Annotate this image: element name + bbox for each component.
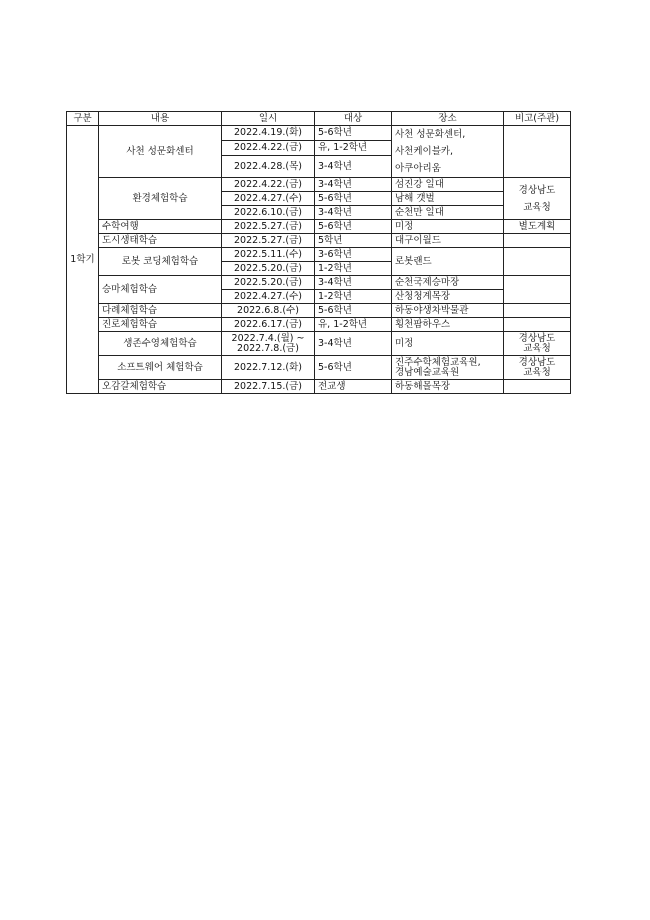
note-cell <box>504 248 571 276</box>
date-cell: 2022.5.20.(금) <box>222 262 315 276</box>
target-cell: 5-6학년 <box>315 356 392 380</box>
place-cell: 하동해몰목장 <box>392 380 504 394</box>
date-cell: 2022.4.27.(수) <box>222 290 315 304</box>
note-cell <box>504 126 571 178</box>
note-cell <box>504 304 571 318</box>
note-line: 교육청 <box>523 366 551 378</box>
content-cell: 다례체험학습 <box>99 304 222 318</box>
target-cell: 5-6학년 <box>315 126 392 141</box>
date-cell: 2022.5.27.(금) <box>222 234 315 248</box>
content-cell: 오감갈체험학습 <box>99 380 222 394</box>
place-cell: 대구이월드 <box>392 234 504 248</box>
date-cell: 2022.5.11.(수) <box>222 248 315 262</box>
header-cell: 구분 <box>67 112 99 126</box>
table-row <box>67 380 571 394</box>
target-cell: 3-4학년 <box>315 332 392 356</box>
target-cell: 3-4학년 <box>315 206 392 220</box>
header-cell: 장소 <box>392 112 504 126</box>
table-row <box>67 318 571 332</box>
date-cell: 2022.4.28.(목) <box>222 156 315 178</box>
table-row <box>67 234 571 248</box>
date-cell: 2022.6.17.(금) <box>222 318 315 332</box>
place-cell: 순천만 일대 <box>392 206 504 220</box>
target-cell: 3-4학년 <box>315 178 392 192</box>
place-cell: 산청청계목장 <box>392 290 504 304</box>
target-cell: 1-2학년 <box>315 262 392 276</box>
note-line: 교육청 <box>523 342 551 354</box>
note-line: 경상남도 <box>518 356 556 368</box>
place-cell: 남해 갯벌 <box>392 192 504 206</box>
schedule-table <box>66 111 571 394</box>
semester-cell: 1학기 <box>67 126 99 394</box>
note-cell <box>504 332 571 356</box>
target-cell: 5-6학년 <box>315 192 392 206</box>
table-row <box>67 126 571 141</box>
note-cell <box>504 380 571 394</box>
place-cell: 미정 <box>392 220 504 234</box>
place-line: 아쿠아리움 <box>395 163 441 174</box>
header-cell: 대상 <box>315 112 392 126</box>
place-cell <box>392 356 504 380</box>
date-cell: 2022.4.22.(금) <box>222 141 315 156</box>
date-line: 2022.7.4.(월) ~ <box>231 332 305 344</box>
target-cell: 유, 1-2학년 <box>315 318 392 332</box>
target-cell: 유, 1-2학년 <box>315 141 392 156</box>
target-cell: 1-2학년 <box>315 290 392 304</box>
place-line: 사천 성문화센터, <box>395 129 466 140</box>
content-cell: 소프트웨어 체험학습 <box>99 356 222 380</box>
note-cell <box>504 356 571 380</box>
note-line: 경상남도 <box>518 332 556 344</box>
content-cell: 환경체험학습 <box>99 178 222 220</box>
table-row <box>67 332 571 356</box>
date-cell: 2022.6.10.(금) <box>222 206 315 220</box>
place-cell: 순천국제승마장 <box>392 276 504 290</box>
date-cell <box>222 332 315 356</box>
content-cell: 로봇 코딩체험학습 <box>99 248 222 276</box>
place-line: 사천케이블카, <box>395 146 454 157</box>
table-row <box>67 356 571 380</box>
target-cell: 3-4학년 <box>315 276 392 290</box>
target-cell: 5-6학년 <box>315 304 392 318</box>
date-line: 2022.7.8.(금) <box>237 342 299 354</box>
note-cell <box>504 234 571 248</box>
target-cell: 전교생 <box>315 380 392 394</box>
header-cell: 비고(주관) <box>504 112 571 126</box>
place-line: 경남예술교육원 <box>395 366 460 378</box>
target-cell: 5학년 <box>315 234 392 248</box>
date-cell: 2022.6.8.(수) <box>222 304 315 318</box>
date-cell: 2022.4.22.(금) <box>222 178 315 192</box>
place-cell: 횡천팜하우스 <box>392 318 504 332</box>
header-cell: 일시 <box>222 112 315 126</box>
header-cell: 내용 <box>99 112 222 126</box>
table-row <box>67 220 571 234</box>
table-row <box>67 178 571 192</box>
date-cell: 2022.7.12.(화) <box>222 356 315 380</box>
content-cell: 진로체험학습 <box>99 318 222 332</box>
date-cell: 2022.7.15.(금) <box>222 380 315 394</box>
note-line: 경상남도 <box>518 184 556 196</box>
place-line: 진주수학체험교육원, <box>395 356 481 368</box>
place-cell: 로봇랜드 <box>392 248 504 276</box>
place-cell: 하동야생차박물관 <box>392 304 504 318</box>
target-cell: 3-4학년 <box>315 156 392 178</box>
target-cell: 3-6학년 <box>315 248 392 262</box>
target-cell: 5-6학년 <box>315 220 392 234</box>
content-cell: 도시생태학습 <box>99 234 222 248</box>
place-cell <box>392 126 504 178</box>
content-cell: 승마체험학습 <box>99 276 222 304</box>
content-cell: 수학여행 <box>99 220 222 234</box>
table-row <box>67 276 571 290</box>
date-cell: 2022.4.19.(화) <box>222 126 315 141</box>
date-cell: 2022.5.20.(금) <box>222 276 315 290</box>
note-cell <box>504 178 571 220</box>
note-cell <box>504 318 571 332</box>
note-cell: 별도계획 <box>504 220 571 234</box>
date-cell: 2022.5.27.(금) <box>222 220 315 234</box>
content-cell: 생존수영체험학습 <box>99 332 222 356</box>
note-line: 교육청 <box>523 201 551 213</box>
table-row <box>67 248 571 262</box>
table-row <box>67 304 571 318</box>
content-cell: 사천 성문화센터 <box>99 126 222 178</box>
note-cell <box>504 276 571 304</box>
date-cell: 2022.4.27.(수) <box>222 192 315 206</box>
place-cell: 섬진강 일대 <box>392 178 504 192</box>
header-row <box>67 112 571 126</box>
place-cell: 미정 <box>392 332 504 356</box>
